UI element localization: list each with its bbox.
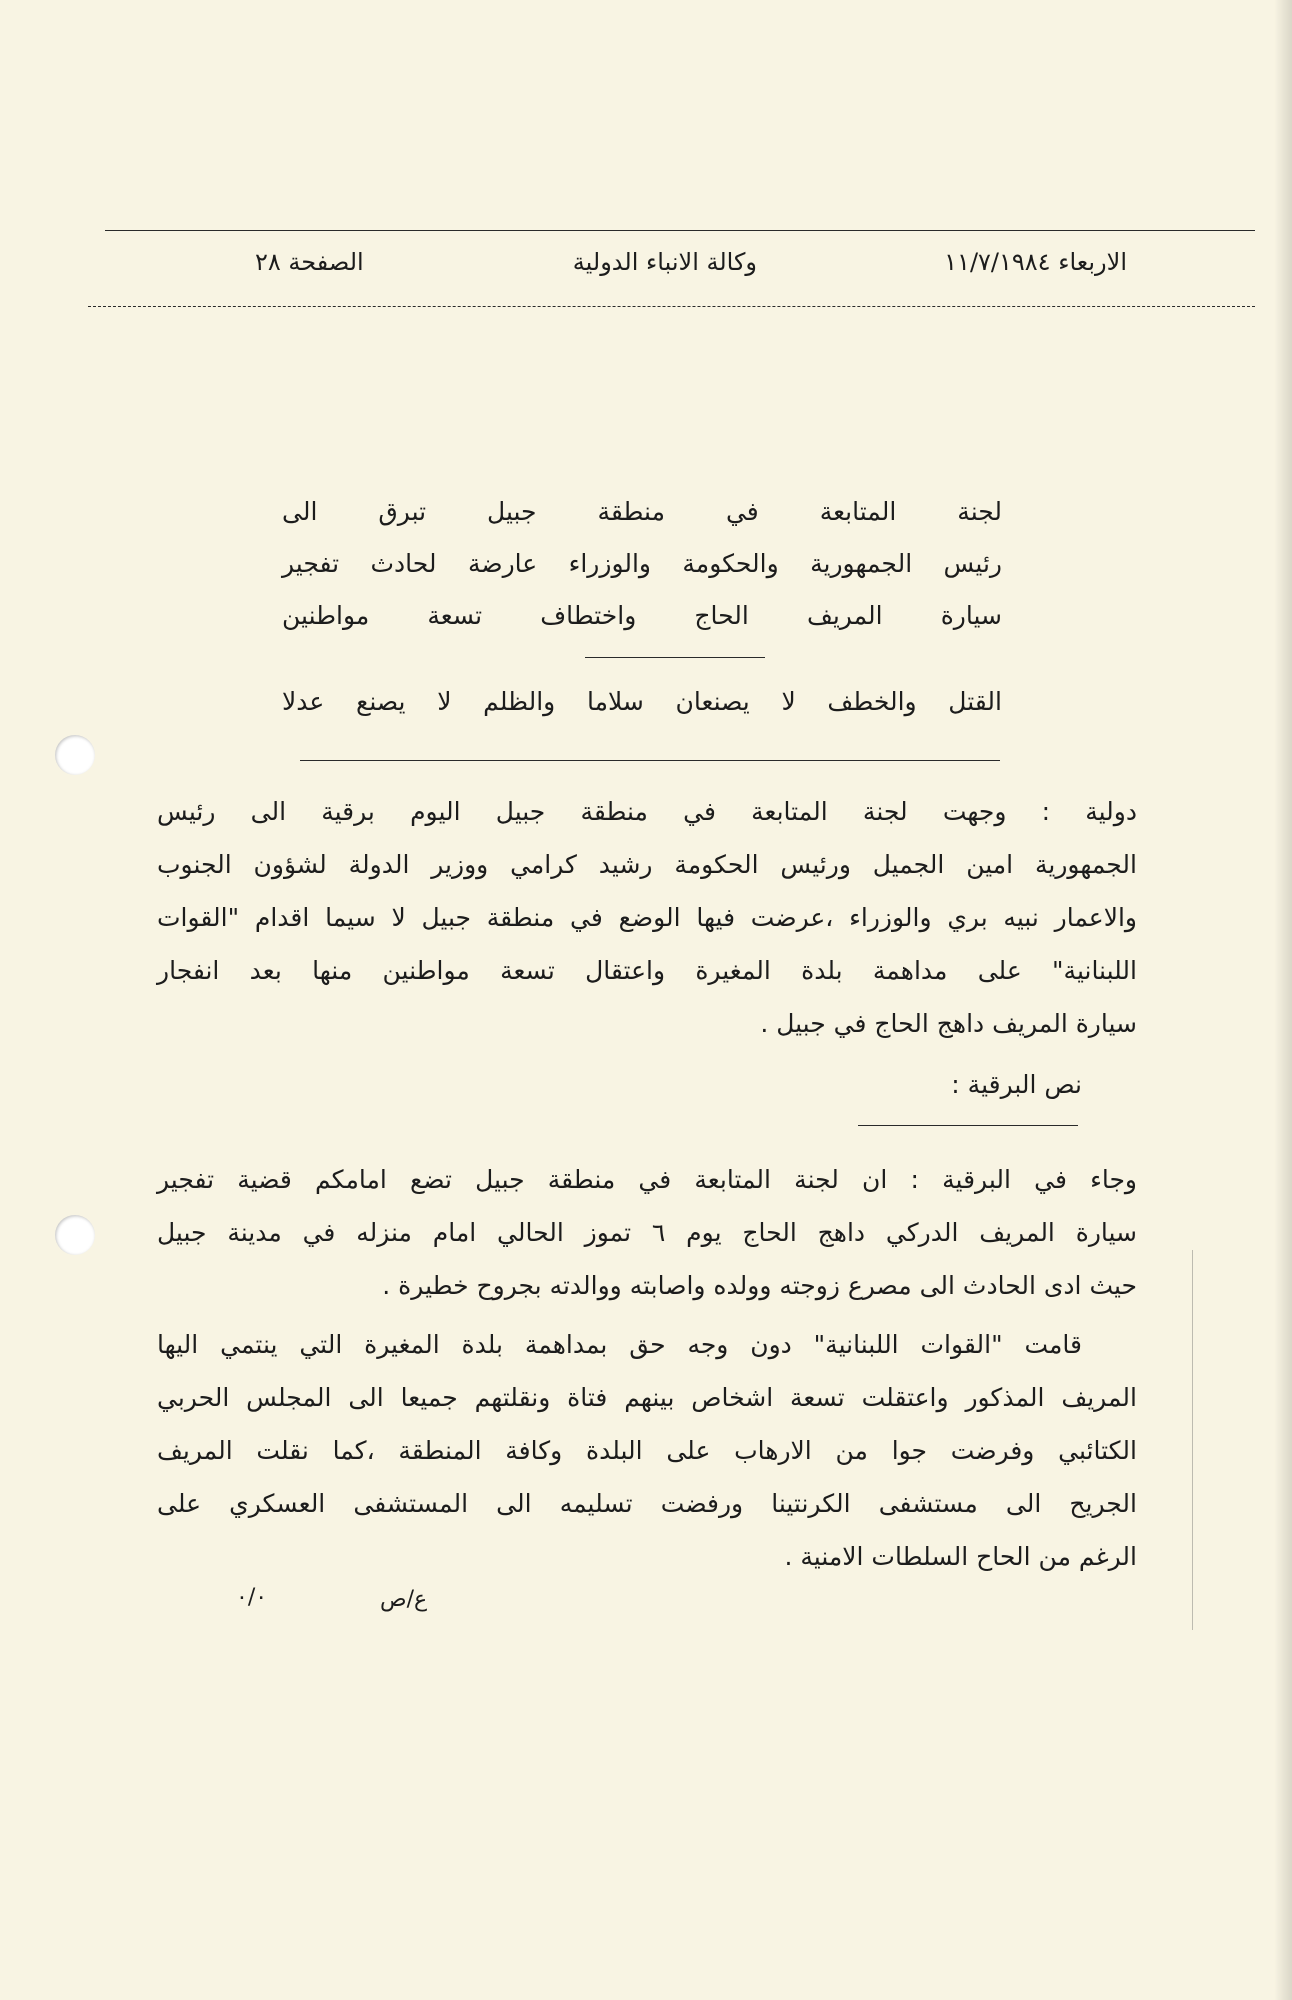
page-edge-shadow [1274,0,1292,2000]
intro-line-1: دولية : وجهت لجنة المتابعة في منطقة جبيل اليوم برقية الى رئيس [157,797,1137,826]
intro-line-3: والاعمار نبيه بري والوزراء ،عرضت فيها الوضع في منطقة جبيل لا سيما اقدام "القوات [157,903,1137,932]
telegram-para2-line-4: الجريح الى مستشفى الكرنتينا ورفضت تسليمه الى المستشفى العسكري على [157,1489,1137,1518]
footer-initials: ع/ص [380,1587,428,1612]
headline-line-2: رئيس الجمهورية والحكومة والوزراء عارضة لحادث تفجير [282,549,1002,578]
intro-line-5: سيارة المريف داهج الحاج في جبيل . [760,1009,1137,1038]
headline-line-3: سيارة المريف الحاج واختطاف تسعة مواطنين [282,601,1002,630]
telegram-para2-line-3: الكتائبي وفرضت جوا من الارهاب على البلدة وكافة المنطقة ،كما نقلت المريف [157,1436,1137,1465]
intro-line-2: الجمهورية امين الجميل ورئيس الحكومة رشيد كرامي ووزير الدولة لشؤون الجنوب [157,850,1137,879]
headline-subtitle: القتل والخطف لا يصنعان سلاما والظلم لا يصنع عدلا [282,687,1002,716]
header-top-rule [105,230,1255,231]
telegram-para1-line-2: سيارة المريف الدركي داهج الحاج يوم ٦ تموز الحالي امام منزله في مدينة جبيل [157,1218,1137,1247]
telegram-para2-line-1: قامت "القوات اللبنانية" دون وجه حق بمداهمة بلدة المغيرة التي ينتمي اليها [157,1330,1082,1359]
punch-hole-bottom [55,1215,95,1255]
intro-line-4: اللبنانية" على مداهمة بلدة المغيرة واعتقال تسعة مواطنين منها بعد انفجار [157,956,1137,985]
telegram-para1-line-1: وجاء في البرقية : ان لجنة المتابعة في منطقة جبيل تضع امامكم قضية تفجير [157,1165,1137,1194]
telegram-label: نص البرقية : [951,1070,1082,1099]
telegram-label-underline [858,1125,1078,1126]
telegram-para1-line-3: حيث ادى الحادث الى مصرع زوجته وولده واصابته ووالدته بجروح خطيرة . [382,1271,1137,1300]
telegram-para2-line-5: الرغم من الحاح السلطات الامنية . [784,1542,1137,1571]
telegram-para2-line-2: المريف المذكور واعتقلت تسعة اشخاص بينهم فتاة ونقلتهم جميعا الى المجلس الحربي [157,1383,1137,1412]
headline-bottom-rule [300,760,1000,761]
header-page-number: الصفحة ٢٨ [255,248,364,276]
header-date: الاربعاء ١١/٧/١٩٨٤ [944,248,1127,276]
headline-line-1: لجنة المتابعة في منطقة جبيل تبرق الى [282,497,1002,526]
headline-short-divider [585,657,765,658]
footer-end-mark: ٠/٠ [236,1585,268,1610]
punch-hole-top [55,735,95,775]
header-bottom-rule [88,306,1255,307]
margin-pencil-line [1192,1250,1193,1630]
header-agency: وكالة الانباء الدولية [572,248,757,276]
